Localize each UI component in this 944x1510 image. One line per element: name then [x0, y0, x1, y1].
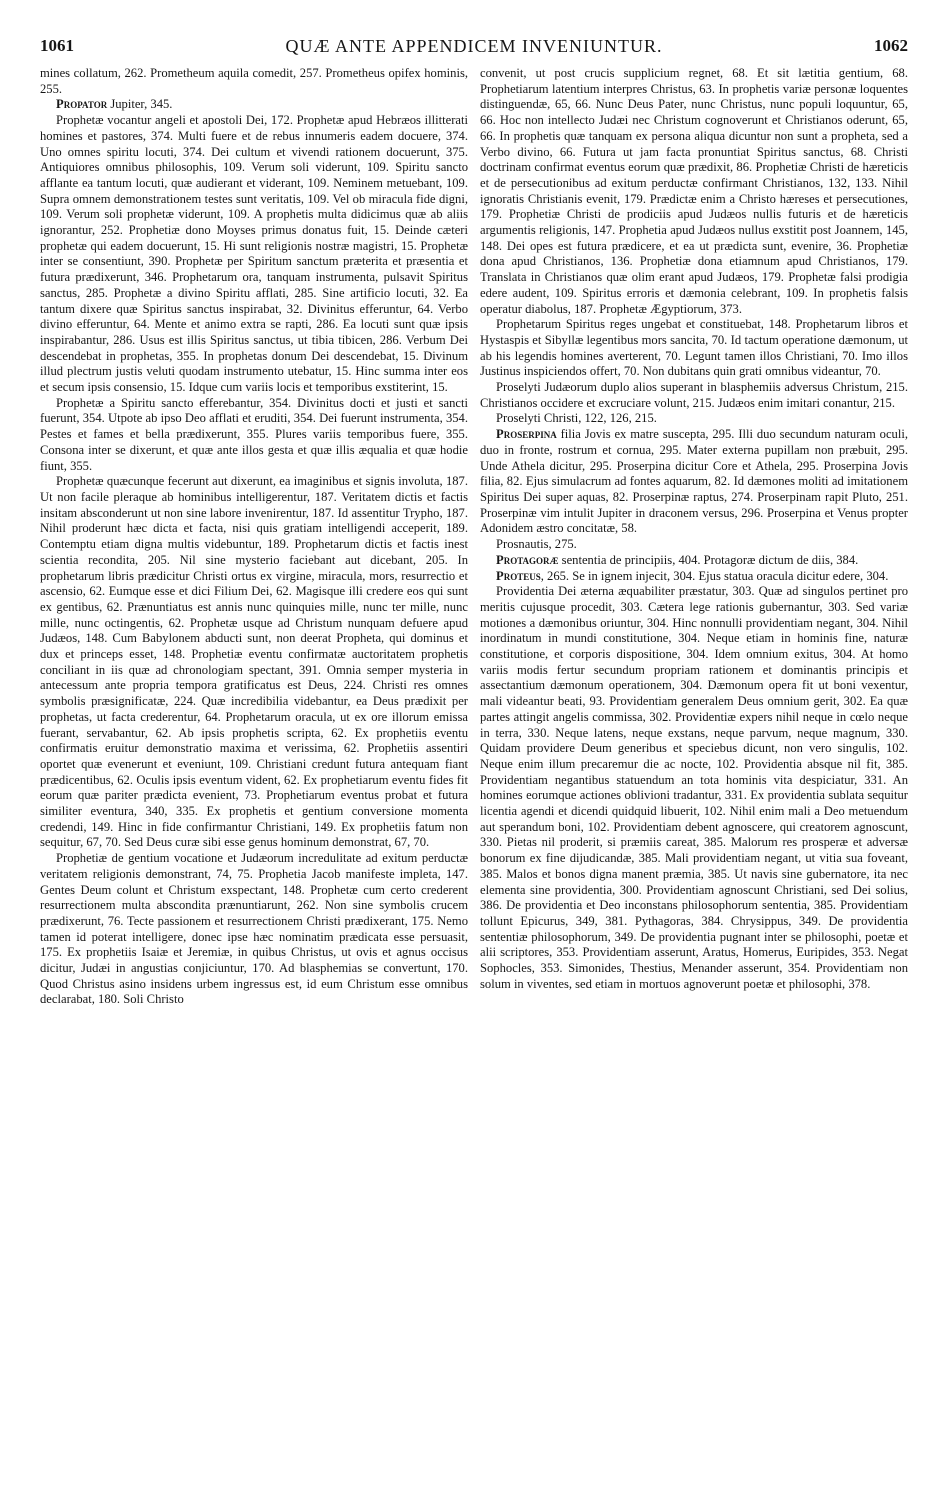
page-number-left: 1061 [40, 36, 74, 55]
entry-headword: Proserpina [496, 427, 557, 442]
index-columns [40, 66, 908, 1502]
left-column-entry [40, 851, 468, 1008]
entry-headword: Proteus [496, 568, 541, 583]
left-column [40, 66, 468, 1502]
entry-text: mines collatum, 262. Prometheum aquila comedit, 257. Prometheus opifex hominis, 255. [40, 66, 468, 96]
left-column-entry [40, 66, 468, 97]
entry-text: Prophetiæ de gentium vocatione et Judæorum incredulitate ad exitum perductæ veritatem religionis demonstrant, 74, 75. Prophetia Jacob manifeste impleta, 147. Gentes Deum colunt et Christum exspectant, 148. Prophetæ cum certo crederent resurrectionem multa abscondita prænuntiarunt, 262. Non sine symbolis crucem prædixerunt, 76. Tecte passionem et resurrectionem Christi prædixerant, 175. Nemo tamen id poterat intelligere, donec ipse hæc nominatim prædicata esse persuasit, 175. Ex prophetiis Isaiæ et Jeremiæ, in quibus Christus, ut ovis et agnus occisus dicitur, Judæi in angustias conjiciuntur, 170. Ad blasphemias se convertunt, 170. Quod Christus asino insidens urbem ingressus est, id eum Christum esse omnibus declarabat, 180. Soli Christo [40, 851, 468, 1007]
right-column-entry [480, 411, 908, 427]
entry-text: , 265. Se in ignem injecit, 304. Ejus statua oracula dicitur edere, 304. [540, 568, 889, 583]
entry-headword: Propator [56, 97, 108, 112]
left-column-entry [40, 113, 468, 396]
entry-text: Prophetæ a Spiritu sancto efferebantur, 354. Divinitus docti et justi et sancti fuerunt, 354. Utpote ab ipso Deo afflati et eruditi, 354. Dei fuerunt instrumenta, 354. Pestes et fames et bella prædixerunt, 355. Plures variis temporibus fuere, 355. Consona inter se dixerunt, et quæ ante illos gesta et quæ illis æqualia et quæ hodie fiunt, 355. [40, 395, 468, 473]
right-column-entry [480, 569, 908, 585]
entry-text: Jupiter, 345. [107, 97, 173, 112]
entry-text: sententia de principiis, 404. Protagoræ dictum de diis, 384. [558, 552, 859, 567]
entry-text: Proselyti Christi, 122, 126, 215. [496, 411, 657, 426]
right-column-entry [480, 537, 908, 553]
left-column-entry [40, 396, 468, 475]
page-number-right: 1062 [874, 36, 908, 55]
page-header [40, 36, 908, 60]
entry-text: Prophetæ quæcunque fecerunt aut dixerunt, ea imaginibus et signis involuta, 187. Ut non facile pleraque ab hominibus intelligerentur, 187. Veritatem dictis et factis insitam absconderunt ut non sine labore invenirentur, 187. Id assentitur Trypho, 187. Nihil proderunt hæc dicta et facta, nisi quis gratiam intelligendi acceperit, 189. Contemptu etiam digna multis videbuntur, 189. Prophetarum dictis et factis inest scientia recondita, 205. Nil sine mysterio faciebant aut dicebant, 205. In prophetarum libris prædicitur Christi ortus ex virgine, miracula, mors, resurrectio et ascensio, 62. Eumque esse et dici Filium Dei, 62. Magisque illi credere eos qui sunt ex gentibus, 62. Prænuntiatus est annis nunc quinquies mille, nunc ter mille, nunc mille, nunc octingentis, 62. Prophetæ usque ad Christum nunquam defuere apud Judæos, 148. Cum Babylonem abducti sunt, non deerat Propheta, qui dominus et dux et princeps esset, 148. Prophetiæ eventu confirmatæ auctoritatem prophetis conciliant in iis quæ ad chronologiam spectant, 391. Omnia semper mysteria in antecessum ante propria tempora gratificatus est Deus, 224. Christi res omnes symbolis præsignificatæ, 224. Quæ incredibilia videbantur, ea Deus prædixit per prophetas, ut facta crederentur, 64. Prophetarum oracula, ut ex ore illorum emissa fuerant, servabantur, 62. Ab ipsis prophetis scripta, 62. Ex prophetiis eventu confirmatis eruitur demonstratio maxima et verissima, 62. Prophetiis assentiri oportet quæ evenerunt et eveniunt, 109. Christiani credunt futura antequam fiant prædicentibus, 62. Oculis ipsis eventum vident, 62. Ex prophetiarum eventu fides fit eorum quæ pariter prædicta evenient, 73. Prophetiarum eventus probat et futura similiter eventura, 340, 335. Ex prophetis et gentium conversione momenta credendi, 149. Hinc in fide confirmantur Christiani, 149. Ex prophetiis fatum non sequitur, 67, 70. Sed Deus curæ sibi esse genus hominum demonstrat, 67, 70. [40, 474, 468, 850]
right-column [480, 66, 908, 1502]
right-column-entry [480, 553, 908, 569]
right-column-entry [480, 584, 908, 992]
right-column-entry [480, 317, 908, 380]
right-column-entry [480, 66, 908, 317]
entry-text: Providentia Dei æterna æquabiliter præstatur, 303. Quæ ad singulos pertinet pro meritis cujusque procedit, 303. Cætera lege rationis gubernantur, 303. Sed variæ motiones a dæmonibus oriuntur, 304. Hinc nonnulli providentiam negant, 304. Nihil inordinatum in mundi constitutione, 304. Neque etiam in hominis fine, naturæ constitutione, et corporis dispositione, 304. Idem omnium exitus, 304. At homo variis modis fertur secundum propriam rationem et dominantis principis et assectantium dæmonum operationem, 304. Dæmonum opera fit ut boni vexentur, mali videantur beati, 93. Providentiam generalem Deus omnium gerit, 302. Ea quæ partes attingit angelis commissa, 302. Providentiæ expers nihil neque in cœlo neque in terra, 330. Neque latens, neque exstans, neque parvum, neque magnum, 330. Quidam providere Deum generibus et speciebus dicunt, non vero singulis, 102. Neque enim illum precaremur die ac nocte, 102. Providentia absque nil fit, 385. Providentiam negantibus statuendum an tota hominis vita despiciatur, 331. An homines eorumque actiones oblivioni tradantur, 331. Ex providentia sublata sequitur licentia agendi et dicendi quidquid libuerit, 102. Nihil enim mali a Deo metuendum aut sperandum boni, 102. Providentiam debent agnoscere, qui creatorem agnoscunt, 330. Pietas nil proderit, si præmiis careat, 385. Malorum res prosperæ et adversæ bonorum ex fine dijudicandæ, 385. Mali providentiam negant, ut vitia sua foveant, 385. Malos et bonos digna manent præmia, 385. Ut navis sine gubernatore, ita nec elementa sine providentia, 300. Providentiam agnoscunt Christiani, sed Dei solius, 386. De providentia et Deo inconstans philosophorum sententia, 385. Providentiam tollunt Epicurus, 349, 381. Pythagoras, 384. Chrysippus, 349. De providentia sententiæ philosophorum, 349. De providentia pugnant inter se philosophi, poetæ et alii scriptores, 353. Providentiam asserunt, Aratus, Homerus, Euripides, 353. Negat Sophocles, 353. Simonides, Thestius, Menander asserunt, 354. Providentiam non solum in viventes, sed etiam in mortuos agnoverunt poetæ et philosophi, 378. [480, 584, 908, 991]
entry-text: filia Jovis ex matre suscepta, 295. Illi duo secundum naturam oculi, duo in fronte, rostrum et cornua, 295. Mater externa pupillam non præbuit, 295. Unde Athela dicitur, 295. Proserpina dicitur Core et Athela, 295. Proserpina Jovis filia, 82. Ejus simulacrum ad fontes aquarum, 82. Id dæmones moliti ad imitationem Spiritus Dei super aquas, 82. Proserpinæ raptus, 274. Proserpinam rapit Pluto, 251. Proserpinæ vim intulit Jupiter in draconem versus, 296. Proserpina et Venus propter Adonidem æstro concitatæ, 58. [480, 427, 908, 536]
left-column-entry [40, 474, 468, 851]
right-column-entry [480, 427, 908, 537]
entry-text: Prosnautis, 275. [496, 537, 577, 552]
right-column-entry [480, 380, 908, 411]
entry-text: Prophetarum Spiritus reges ungebat et constituebat, 148. Prophetarum libros et Hystaspis et Sibyllæ legentibus mors sancita, 70. Id tactum operatione dæmonum, ut ab his legendis homines averterent, 70. Legunt tamen illos Christiani, 70. Imo illos Justinus inspiciendos offert, 70. Non dubitans quin grati omnibus videantur, 70. [480, 317, 908, 379]
running-title: QUÆ ANTE APPENDICEM INVENIUNTUR. [285, 36, 663, 56]
entry-text: Proselyti Judæorum duplo alios superant in blasphemiis adversus Christum, 215. Christianos occidere et excruciare volunt, 215. Judæos enim imitari conantur, 215. [480, 380, 908, 410]
entry-text: convenit, ut post crucis supplicium regnet, 68. Et sit lætitia gentium, 68. Prophetiarum latentium interpres Christus, 63. In prophetis variæ personæ loquentes distinguendæ, 65, 66. Nunc Deus Pater, nunc Christus, nunc populi loquuntur, 65, 66. Hoc non intellecto Judæi nec Christum cognoverunt et Christianos oderunt, 65, 66. In prophetis quæ tanquam ex persona aliqua dicuntur non sunt a propheta, sed a Verbo divino, 66. Futura ut jam facta pronuntiat Spiritus sanctus, 68. Christi doctrinam confirmat eventus eorum quæ prædixit, 86. Prophetiæ Christi de hæreticis et de persecutionibus ad exitum perductæ confirmant Christianos, 132, 133. Nihil ignoratis Christianis evenit, 179. Prædictæ enim a Christo hæreses et persecutiones, 179. Prophetiæ Christi de prodiciis apud Judæos nullis futuris et de hæreticis argumentis religionis, 147. Prophetia apud Judæos nullus exstitit post Joannem, 145, 148. Dei opes est futura prædicere, et ea ut prædicta sunt, evenire, 36. Prophetiæ dona apud Christianos, 136. Prophetiæ dona etiamnum apud Christianos, 179. Translata in Christianos quæ olim erant apud Judæos, 179. Prophetæ falsi prodigia edere audent, 109. Spiritus erroris et dæmonia celebrant, 109. In prophetis falsis operatur diabolus, 187. Prophetæ Ægyptiorum, 373. [480, 66, 908, 316]
entry-headword: Protagoræ [496, 552, 559, 567]
left-column-entry [40, 97, 468, 113]
entry-text: Prophetæ vocantur angeli et apostoli Dei, 172. Prophetæ apud Hebræos illitterati homines et pastores, 374. Multi fuere et de rebus innumeris eadem docuere, 374. Uno omnes spiritu locuti, 374. Dei cultum et vivendi rationem docuerunt, 375. Antiquiores omnibus philosophis, 109. Verum soli viderunt, 109. Spiritu sancto afflante ea tantum locuti, quæ audierant et viderant, 109. Neminem metuebant, 109. Supra omnem demonstrationem testes sunt veritatis, 109. Vel ob miracula fide digni, 109. Verum soli prophetæ viderunt, 109. A prophetis multa didicimus quæ ab aliis ignorantur, 252. Prophetiæ dono Moyses primus donatus fuit, 15. Deinde cæteri prophetæ qui eadem docuerunt, 15. Hi sunt religionis nostræ magistri, 15. Prophetæ inter se consentiunt, 390. Prophetæ per Spiritum sanctum præterita et præsentia et futura prædixerunt, 346. Prophetarum ora, tanquam instrumenta, pulsavit Spiritus sanctus, 285. Prophetæ a divino Spiritu afflati, 285. Sine artificio locuti, 32. Ea tantum dixere quæ Spiritus sanctus inspirabat, 32. Divinitus efferuntur, 64. Verbo divino efferuntur, 64. Mente et animo extra se rapti, 286. Ea locuti sunt quæ ipsis inspirabantur, 286. Usus est illis Spiritus sanctus, ut tibia tibicen, 286. Verbum Dei descendebat in prophetas, 355. In prophetas donum Dei descendebat, 15. Divinum illud plectrum justis veluti quodam instrumento utebatur, 15. Hinc summa inter eos et secum ipsis consensio, 15. Idque cum variis locis et temporibus exstiterint, 15. [40, 113, 468, 395]
